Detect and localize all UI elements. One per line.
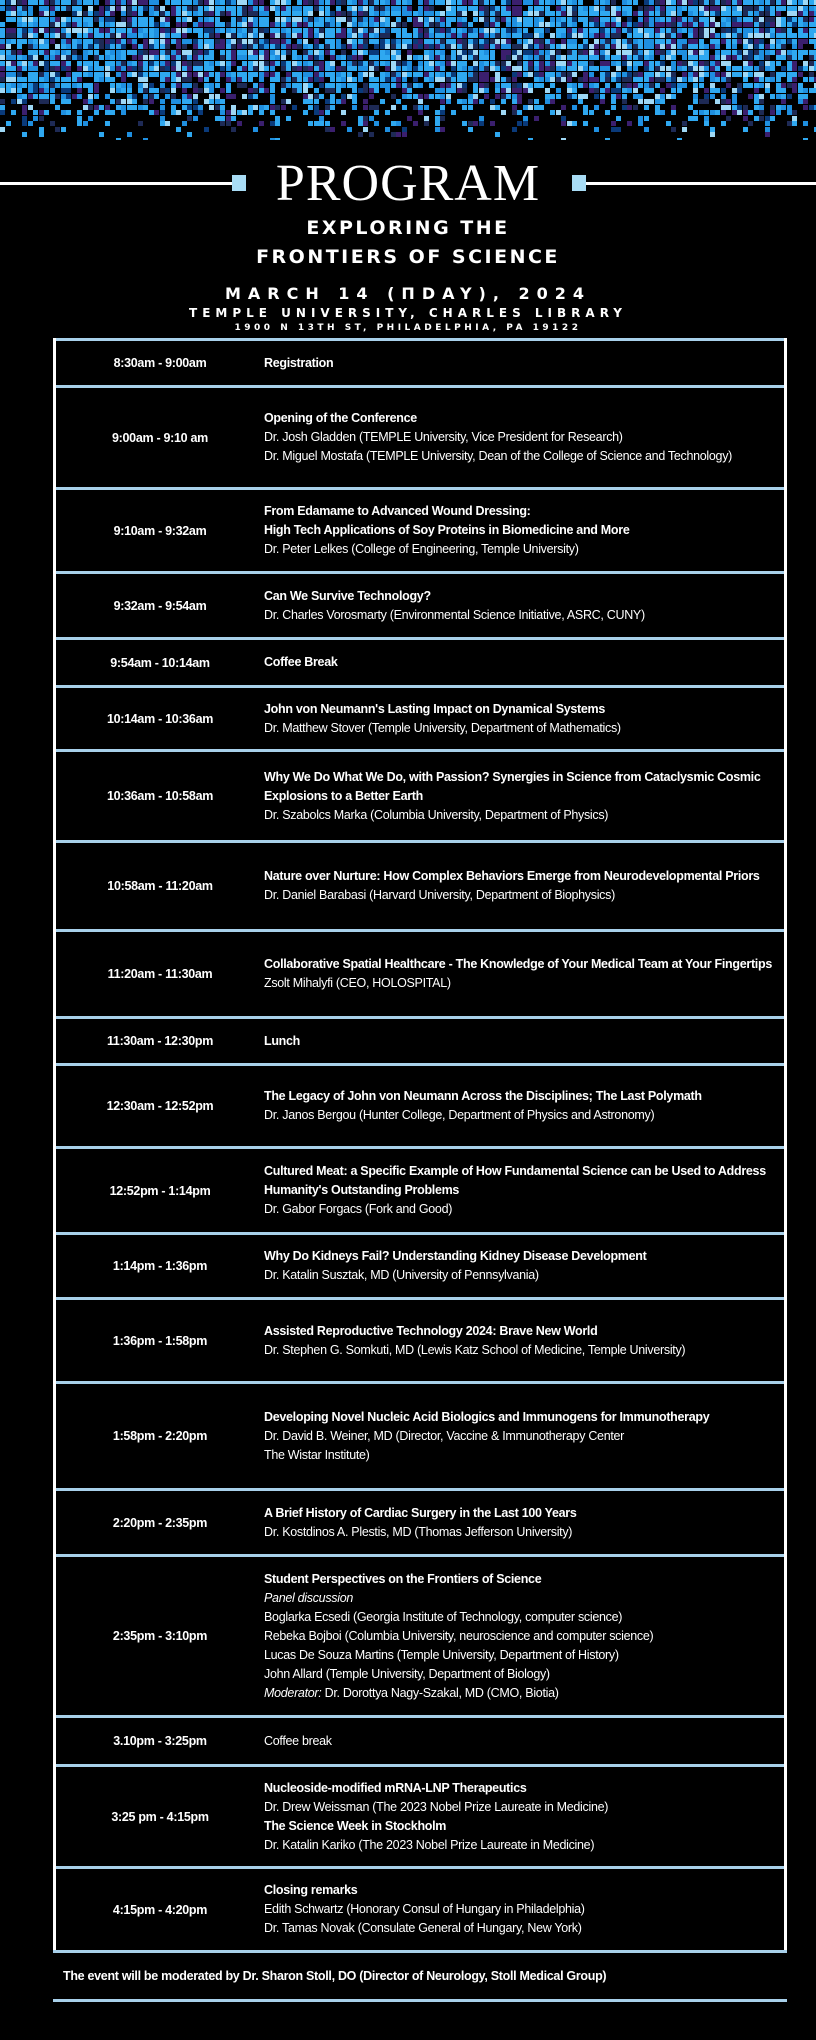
session-time: 2:35pm - 3:10pm (112, 1629, 208, 1643)
session-time: 3:25 pm - 4:15pm (111, 1809, 209, 1824)
session-time: 10:36am - 10:58am (106, 789, 214, 803)
pixel-mosaic-banner (0, 0, 816, 140)
page-title: PROGRAM (275, 155, 541, 212)
session-speaker: Dr. Miguel Mostafa (TEMPLE University, Dean of the College of Science and Technology) (264, 449, 733, 463)
subtitle-line-2: FRONTIERS OF SCIENCE (256, 246, 560, 268)
session-time: 10:14am - 10:36am (106, 711, 214, 726)
session-speaker: Dr. Peter Lelkes (College of Engineering, Temple University) (264, 542, 579, 556)
session-details (264, 1152, 784, 1229)
session-time: 12:52pm - 1:14pm (109, 1183, 211, 1198)
session-details (264, 1077, 784, 1135)
session-details (264, 1871, 784, 1948)
square-bullet-icon (572, 175, 586, 191)
schedule-row (56, 1016, 784, 1063)
subtitle-line-1: EXPLORING THE (306, 217, 510, 239)
session-details (264, 399, 784, 476)
session-title: Student Perspectives on the Frontiers of Science (264, 1571, 542, 1586)
schedule-row (56, 1063, 784, 1146)
schedule-row (56, 1146, 784, 1232)
session-time: 1:36pm - 1:58pm (112, 1333, 208, 1348)
session-details (264, 1722, 784, 1761)
session-speaker: Coffee break (264, 1733, 332, 1748)
schedule-row (56, 1764, 784, 1866)
session-speaker: Edith Schwartz (Honorary Consul of Hungary in Philadelphia) (264, 1902, 585, 1916)
session-details (264, 945, 784, 1003)
session-time: 1:58pm - 2:20pm (112, 1429, 208, 1443)
session-speaker: Dr. Szabolcs Marka (Columbia University, Department of Physics) (264, 807, 609, 822)
session-time: 1:14pm - 1:36pm (112, 1259, 208, 1273)
schedule-row (56, 1381, 784, 1488)
session-details (264, 1769, 784, 1865)
event-date: MARCH 14 (ΠDAY), 2024 (224, 284, 592, 303)
schedule-row (56, 1488, 784, 1554)
session-speaker: Dr. Drew Weissman (The 2023 Nobel Prize Laureate in Medicine) (264, 1799, 609, 1814)
session-details (264, 1398, 784, 1475)
session-title: Why We Do What We Do, with Passion? Synergies in Science from Cataclysmic Cosmic Explosions to a Better Earth (264, 769, 761, 803)
session-details (264, 857, 784, 915)
session-speaker: Dr. Matthew Stover (Temple University, Department of Mathematics) (264, 720, 621, 735)
session-speaker: The Wistar Institute) (264, 1447, 370, 1462)
session-title: A Brief History of Cardiac Surgery in the Last 100 Years (264, 1505, 577, 1520)
session-details (264, 577, 784, 635)
schedule-table (53, 338, 787, 2002)
session-title: Closing remarks (264, 1883, 358, 1897)
session-details (264, 643, 784, 682)
session-speaker: Dr. Josh Gladden (TEMPLE University, Vice President for Research) (264, 430, 623, 444)
session-title: The Legacy of John von Neumann Across the Disciplines; The Last Polymath (264, 1089, 702, 1103)
session-title: Coffee Break (264, 655, 338, 669)
session-time: 9:00am - 9:10 am (112, 430, 208, 445)
schedule-row (56, 1715, 784, 1764)
session-title: Collaborative Spatial Healthcare - The Knowledge of Your Medical Team at Your Fingertips (264, 957, 772, 971)
session-time: 11:30am - 12:30pm (106, 1034, 214, 1048)
session-speaker: Rebeka Bojboi (Columbia University, neuroscience and computer science) (264, 1628, 654, 1643)
session-time: 12:30am - 12:52pm (106, 1099, 214, 1113)
schedule-row (56, 1232, 784, 1297)
session-speaker: Dr. Charles Vorosmarty (Environmental Science Initiative, ASRC, CUNY) (264, 607, 645, 622)
session-speaker: Dr. Daniel Barabasi (Harvard University, Department of Biophysics) (264, 888, 615, 902)
session-speaker: Dr. Tamas Novak (Consulate General of Hungary, New York) (264, 1921, 582, 1935)
schedule-row (56, 749, 784, 840)
session-time: 10:58am - 11:20am (107, 879, 213, 893)
session-details (264, 1312, 784, 1370)
schedule-row (56, 338, 784, 385)
session-title: Lunch (264, 1033, 300, 1048)
session-details (264, 1237, 784, 1295)
session-details (264, 344, 784, 383)
session-details (264, 492, 784, 569)
session-title: Opening of the Conference (264, 411, 417, 425)
session-title: Nature over Nurture: How Complex Behaviors Emerge from Neurodevelopmental Priors (264, 869, 760, 883)
schedule-row (56, 1866, 784, 1950)
session-title: Developing Novel Nucleic Acid Biologics and Immunogens for Immunotherapy (264, 1409, 710, 1424)
session-time: 2:20pm - 2:35pm (112, 1515, 208, 1530)
schedule-row (56, 487, 784, 571)
session-time: 9:32am - 9:54am (113, 598, 207, 613)
session-speaker: Zsolt Mihalyfi (CEO, HOLOSPITAL) (264, 976, 451, 990)
session-speaker: Dr. Katalin Kariko (The 2023 Nobel Prize Laureate in Medicine) (264, 1837, 595, 1852)
session-speaker: John Allard (Temple University, Department of Biology) (264, 1666, 550, 1681)
session-time: 3.10pm - 3:25pm (113, 1734, 207, 1748)
session-speaker: Dr. Katalin Susztak, MD (University of Pennsylvania) (264, 1268, 539, 1282)
title-divider-right (586, 182, 816, 185)
session-time: 9:54am - 10:14am (110, 655, 210, 670)
session-title: High Tech Applications of Soy Proteins in Biomedicine and More (264, 523, 630, 537)
session-title: Why Do Kidneys Fail? Understanding Kidney Disease Development (264, 1249, 647, 1263)
schedule-row (56, 571, 784, 637)
session-title: Nucleoside-modified mRNA-LNP Therapeutics (264, 1780, 527, 1795)
session-title: Registration (264, 355, 334, 370)
session-details (264, 690, 784, 748)
session-speaker: Dr. Gabor Forgacs (Fork and Good) (264, 1202, 453, 1216)
schedule-row (56, 385, 784, 487)
session-details (264, 1560, 784, 1713)
session-speaker: Dr. David B. Weiner, MD (Director, Vaccine & Immunotherapy Center (264, 1428, 625, 1443)
moderator-line (264, 1684, 774, 1703)
session-title: The Science Week in Stockholm (264, 1818, 447, 1833)
title-row (0, 155, 816, 212)
schedule-row (56, 685, 784, 749)
session-time: 11:20am - 11:30am (107, 967, 213, 981)
schedule-row (56, 1554, 784, 1715)
session-details (264, 1494, 784, 1552)
session-details (264, 1022, 784, 1061)
schedule-row (56, 1297, 784, 1381)
session-speaker: Dr. Janos Bergou (Hunter College, Department of Physics and Astronomy) (264, 1108, 655, 1122)
session-speaker: Boglarka Ecsedi (Georgia Institute of Technology, computer science) (264, 1609, 623, 1624)
moderator-footer-note: The event will be moderated by Dr. Sharon Stoll, DO (Director of Neurology, Stoll Medical Group) (53, 1950, 787, 2002)
session-speaker: Panel discussion (264, 1590, 354, 1605)
session-title: Can We Survive Technology? (264, 588, 431, 603)
session-time: 9:10am - 9:32am (113, 523, 207, 538)
session-speaker: Dr. Stephen G. Somkuti, MD (Lewis Katz School of Medicine, Temple University) (264, 1342, 686, 1357)
session-title: John von Neumann's Lasting Impact on Dynamical Systems (264, 701, 606, 716)
session-time: 8:30am - 9:00am (113, 356, 207, 370)
schedule-row (56, 637, 784, 685)
moderator-label: Moderator: (264, 1685, 322, 1700)
session-title: Assisted Reproductive Technology 2024: Brave New World (264, 1323, 598, 1338)
moderator-name: Dr. Dorottya Nagy-Szakal, MD (CMO, Biotia) (321, 1685, 559, 1700)
session-speaker: Lucas De Souza Martins (Temple University, Department of History) (264, 1647, 619, 1662)
event-venue: TEMPLE UNIVERSITY, CHARLES LIBRARY (189, 306, 627, 320)
schedule-row (56, 840, 784, 929)
session-title: Cultured Meat: a Specific Example of How Fundamental Science can be Used to Address Humanity's Outstanding Problems (264, 1164, 766, 1197)
schedule-row (56, 929, 784, 1016)
session-time: 4:15pm - 4:20pm (112, 1902, 208, 1917)
session-details (264, 758, 784, 835)
event-address: 1900 N 13TH ST, PHILADELPHIA, PA 19122 (234, 323, 582, 333)
session-speaker: Dr. Kostdinos A. Plestis, MD (Thomas Jefferson University) (264, 1524, 573, 1539)
session-title: From Edamame to Advanced Wound Dressing: (264, 504, 531, 518)
